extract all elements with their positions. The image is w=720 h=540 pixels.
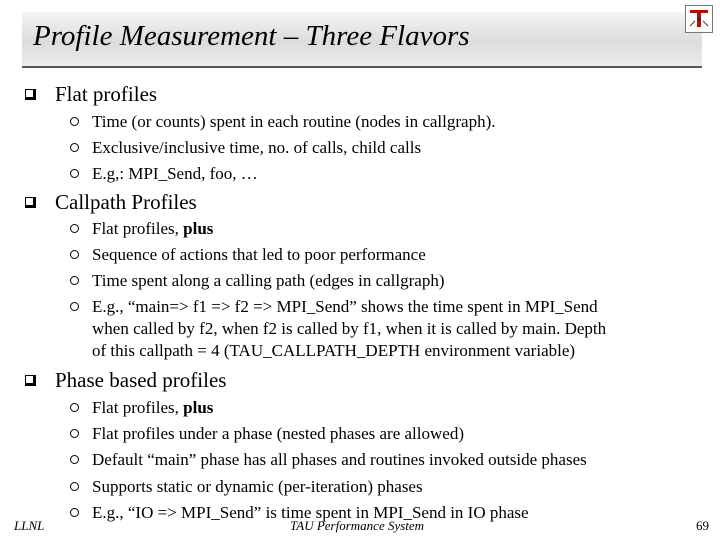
- footer-left: LLNL: [14, 518, 45, 533]
- bullet-circle-icon: [70, 169, 79, 178]
- list-item: Time spent along a calling path (edges in callgraph): [92, 271, 445, 290]
- list-item: E.g,: MPI_Send, foo, …: [92, 164, 258, 183]
- list-item: Default “main” phase has all phases and routines invoked outside phases: [92, 450, 587, 469]
- section-heading-phase: Phase based profiles: [55, 368, 227, 392]
- bullet-circle-icon: [70, 250, 79, 259]
- list-item: Flat profiles under a phase (nested phases are allowed): [92, 424, 464, 443]
- slide-title: Profile Measurement – Three Flavors: [33, 20, 470, 52]
- bullet-circle-icon: [70, 224, 79, 233]
- list-item: [92, 397, 213, 419]
- bullet-circle-icon: [70, 429, 79, 438]
- list-item: [92, 218, 213, 240]
- list-item: Exclusive/inclusive time, no. of calls, child calls: [92, 138, 422, 157]
- bullet-circle-icon: [70, 482, 79, 491]
- example-line: E.g., “main=> f1 => f2 => MPI_Send” shows the time spent in MPI_Send: [92, 297, 598, 316]
- page-number: 69: [696, 518, 709, 533]
- list-item: Sequence of actions that led to poor performance: [92, 245, 426, 264]
- tau-logo-icon: [685, 5, 713, 33]
- bullet-square-icon: [25, 197, 36, 208]
- bullet-circle-icon: [70, 276, 79, 285]
- example-line: when called by f2, when f2 is called by f1, when it is called by main. Depth: [92, 319, 607, 338]
- bullet-circle-icon: [70, 508, 79, 517]
- bullet-circle-icon: [70, 302, 79, 311]
- bullet-square-icon: [25, 375, 36, 386]
- list-item: Time (or counts) spent in each routine (nodes in callgraph).: [92, 112, 496, 131]
- list-item: E.g., “IO => MPI_Send” is time spent in MPI_Send in IO phase: [92, 503, 529, 522]
- bullet-circle-icon: [70, 143, 79, 152]
- example-line: of this callpath = 4 (TAU_CALLPATH_DEPTH environment variable): [92, 341, 576, 360]
- list-item-example: [92, 296, 606, 362]
- section-heading-flat: Flat profiles: [55, 82, 158, 106]
- bullet-circle-icon: [70, 403, 79, 412]
- flat-profiles-prefix: Flat profiles,: [92, 398, 184, 417]
- list-item: Supports static or dynamic (per-iteration) phases: [92, 477, 423, 496]
- flat-profiles-prefix: Flat profiles,: [92, 219, 184, 238]
- bullet-circle-icon: [70, 117, 79, 126]
- section-heading-callpath: Callpath Profiles: [55, 190, 197, 214]
- bullet-circle-icon: [70, 455, 79, 464]
- plus-emphasis: plus: [183, 219, 214, 238]
- footer-center: TAU Performance System: [290, 518, 425, 533]
- plus-emphasis: plus: [183, 398, 214, 417]
- bullet-square-icon: [25, 89, 36, 100]
